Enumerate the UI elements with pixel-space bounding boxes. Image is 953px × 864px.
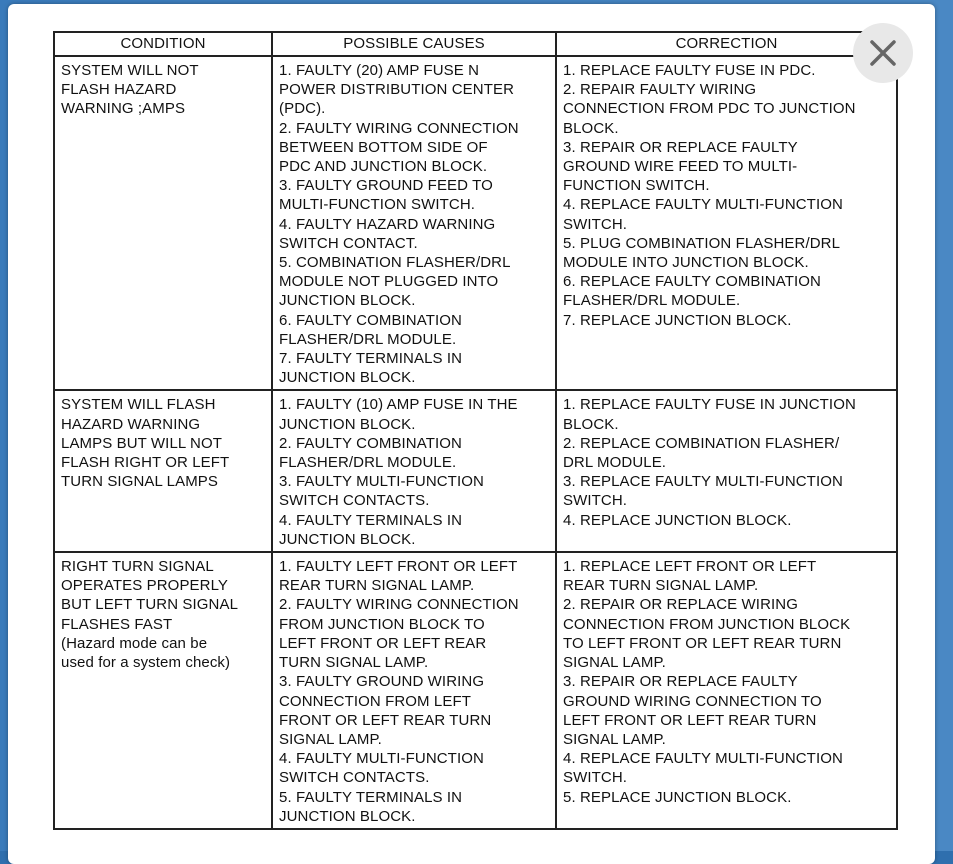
cell-line: TURN SIGNAL LAMPS — [61, 473, 219, 491]
header-possible-causes: POSSIBLE CAUSES — [272, 32, 556, 56]
cell-line: POWER DISTRIBUTION CENTER — [279, 81, 515, 99]
cell-line: FLASH HAZARD — [61, 81, 177, 99]
cell-line: 5. PLUG COMBINATION FLASHER/DRL — [563, 234, 841, 252]
cell-line: 5. COMBINATION FLASHER/DRL — [279, 254, 511, 272]
close-button[interactable] — [853, 23, 913, 83]
cell-line: FROM JUNCTION BLOCK TO — [279, 615, 485, 633]
cell-line: 5. FAULTY TERMINALS IN — [279, 788, 463, 806]
cell-line: 7. REPLACE JUNCTION BLOCK. — [563, 311, 792, 329]
cell-line: (Hazard mode can be — [61, 634, 208, 652]
table-row — [54, 552, 897, 829]
cell-line: 2. REPAIR OR REPLACE WIRING — [563, 596, 798, 614]
cell-line: used for a system check) — [61, 654, 231, 672]
header-correction: CORRECTION — [556, 32, 897, 56]
cell-line: MODULE INTO JUNCTION BLOCK. — [563, 254, 809, 272]
cell-line: REAR TURN SIGNAL LAMP. — [279, 577, 475, 595]
cell-line: 6. REPLACE FAULTY COMBINATION — [563, 273, 821, 291]
cell-line: FLASHER/DRL MODULE. — [563, 292, 741, 310]
cell-line: SWITCH. — [563, 769, 628, 787]
cell-line: 1. FAULTY (10) AMP FUSE IN THE — [279, 396, 518, 414]
cell-line: 3. FAULTY GROUND FEED TO — [279, 177, 493, 195]
table-row — [54, 390, 897, 552]
cell-line: CONNECTION FROM PDC TO JUNCTION — [563, 100, 856, 118]
cell-line: (PDC). — [279, 100, 326, 118]
cell-line: 2. REPLACE COMBINATION FLASHER/ — [563, 434, 840, 452]
cell-line: 5. REPLACE JUNCTION BLOCK. — [563, 788, 792, 806]
close-icon — [868, 38, 898, 68]
cell-line: SWITCH. — [563, 492, 628, 510]
cell-line: MULTI-FUNCTION SWITCH. — [279, 196, 476, 214]
cell-line: FUNCTION SWITCH. — [563, 177, 710, 195]
cell-line: 4. FAULTY TERMINALS IN — [279, 511, 463, 529]
cell-line: SWITCH. — [563, 215, 628, 233]
cell-line: 2. FAULTY WIRING CONNECTION — [279, 596, 519, 614]
document-page — [8, 4, 935, 864]
cell-line: FLASHER/DRL MODULE. — [279, 454, 457, 472]
cell-line: JUNCTION BLOCK. — [279, 415, 416, 433]
cell-line: TO LEFT FRONT OR LEFT REAR TURN — [563, 634, 842, 652]
cell-line: SWITCH CONTACTS. — [279, 492, 430, 510]
cell-line: 4. REPLACE FAULTY MULTI-FUNCTION — [563, 196, 843, 214]
cell-line: 2. FAULTY COMBINATION — [279, 434, 462, 452]
cell-line: 2. REPAIR FAULTY WIRING — [563, 81, 757, 99]
cell-line: SIGNAL LAMP. — [563, 730, 666, 748]
cell-line: JUNCTION BLOCK. — [279, 807, 416, 825]
correction-cell — [556, 390, 897, 552]
cell-line: 7. FAULTY TERMINALS IN — [279, 350, 463, 368]
cell-line: SIGNAL LAMP. — [279, 730, 382, 748]
cell-line: 1. FAULTY LEFT FRONT OR LEFT — [279, 558, 518, 576]
condition-cell — [54, 56, 272, 390]
troubleshooting-table — [53, 31, 898, 830]
causes-cell — [272, 552, 556, 829]
cell-line: 1. REPLACE FAULTY FUSE IN PDC. — [563, 62, 816, 79]
cell-line: REAR TURN SIGNAL LAMP. — [563, 577, 759, 595]
cell-line: BETWEEN BOTTOM SIDE OF — [279, 138, 488, 156]
cell-line: 1. REPLACE FAULTY FUSE IN JUNCTION — [563, 396, 856, 414]
cell-line: 3. FAULTY MULTI-FUNCTION — [279, 473, 484, 491]
cell-line: GROUND WIRE FEED TO MULTI- — [563, 158, 798, 176]
cell-line: PDC AND JUNCTION BLOCK. — [279, 158, 488, 176]
cell-line: 6. FAULTY COMBINATION — [279, 311, 462, 329]
cell-line: FRONT OR LEFT REAR TURN — [279, 711, 492, 729]
cell-line: JUNCTION BLOCK. — [279, 530, 416, 548]
cell-line: SWITCH CONTACT. — [279, 234, 418, 252]
cell-line: DRL MODULE. — [563, 454, 667, 472]
cell-line: SYSTEM WILL FLASH — [61, 396, 216, 414]
cell-line: 4. FAULTY MULTI-FUNCTION — [279, 750, 484, 768]
cell-line: 4. REPLACE FAULTY MULTI-FUNCTION — [563, 750, 843, 768]
cell-line: JUNCTION BLOCK. — [279, 369, 416, 387]
table-header-row — [54, 32, 897, 56]
cell-line: OPERATES PROPERLY — [61, 577, 229, 595]
cell-line: 3. REPAIR OR REPLACE FAULTY — [563, 673, 798, 691]
cell-line: LEFT FRONT OR LEFT REAR TURN — [563, 711, 817, 729]
cell-line: BUT LEFT TURN SIGNAL — [61, 596, 239, 614]
cell-line: LEFT FRONT OR LEFT REAR — [279, 634, 487, 652]
cell-line: HAZARD WARNING — [61, 415, 201, 433]
table-row — [54, 56, 897, 390]
cell-line: FLASHES FAST — [61, 615, 173, 633]
cell-line: 3. REPAIR OR REPLACE FAULTY — [563, 138, 798, 156]
cell-line: 3. FAULTY GROUND WIRING — [279, 673, 485, 691]
cell-line: SWITCH CONTACTS. — [279, 769, 430, 787]
cell-line: GROUND WIRING CONNECTION TO — [563, 692, 822, 710]
header-condition: CONDITION — [54, 32, 272, 56]
cell-line: 2. FAULTY WIRING CONNECTION — [279, 119, 519, 137]
cell-line: FLASHER/DRL MODULE. — [279, 330, 457, 348]
cell-line: CONNECTION FROM LEFT — [279, 692, 471, 710]
condition-cell — [54, 390, 272, 552]
cell-line: 1. REPLACE LEFT FRONT OR LEFT — [563, 558, 817, 576]
cell-line: BLOCK. — [563, 119, 619, 137]
cell-line: LAMPS BUT WILL NOT — [61, 434, 222, 452]
cell-line: RIGHT TURN SIGNAL — [61, 558, 214, 576]
cell-line: WARNING ;AMPS — [61, 100, 186, 118]
cell-line: CONNECTION FROM JUNCTION BLOCK — [563, 615, 851, 633]
causes-cell — [272, 390, 556, 552]
condition-cell — [54, 552, 272, 829]
cell-line: TURN SIGNAL LAMP. — [279, 654, 429, 672]
causes-cell — [272, 56, 556, 390]
cell-line: BLOCK. — [563, 415, 619, 433]
cell-line: 3. REPLACE FAULTY MULTI-FUNCTION — [563, 473, 843, 491]
cell-line: JUNCTION BLOCK. — [279, 292, 416, 310]
cell-line: SYSTEM WILL NOT — [61, 62, 199, 79]
cell-line: SIGNAL LAMP. — [563, 654, 666, 672]
correction-cell — [556, 56, 897, 390]
correction-cell — [556, 552, 897, 829]
cell-line: 4. REPLACE JUNCTION BLOCK. — [563, 511, 792, 529]
cell-line: 4. FAULTY HAZARD WARNING — [279, 215, 496, 233]
cell-line: MODULE NOT PLUGGED INTO — [279, 273, 499, 291]
cell-line: 1. FAULTY (20) AMP FUSE N — [279, 62, 480, 79]
cell-line: FLASH RIGHT OR LEFT — [61, 454, 230, 472]
